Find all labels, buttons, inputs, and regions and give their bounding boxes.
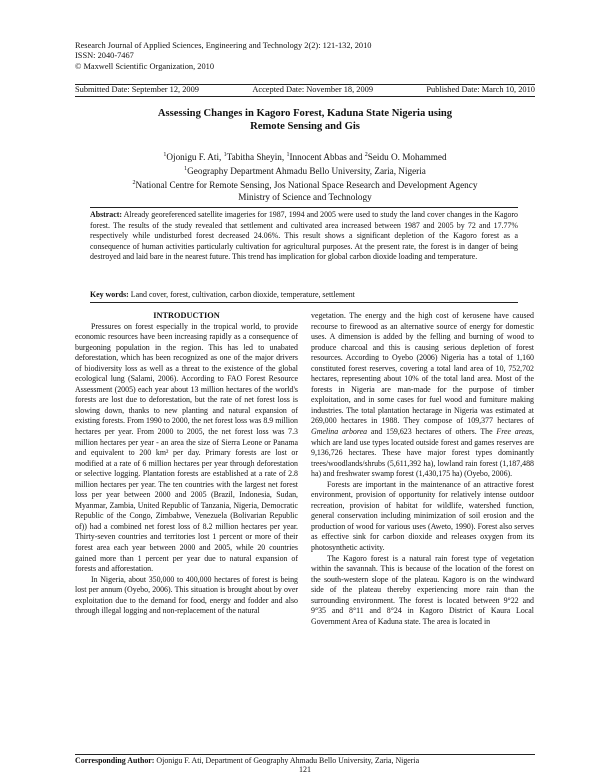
species-name: Gmelina arborea: [311, 427, 368, 437]
abstract: [90, 210, 518, 263]
abstract-label: Abstract:: [90, 210, 122, 219]
journal-citation: Research Journal of Applied Sciences, Engineering and Technology 2(2): 121-132, 2010: [75, 41, 372, 50]
submitted-date: Submitted Date: September 12, 2009: [75, 85, 199, 94]
body-paragraph: vegetation. The energy and the high cost of kerosene have caused recourse to firewood as an alternative source of energy for domestic uses. A dimension is added by the felling and burning of wood to produce charcoal and this is causing serious depletion of forest resources. According to Oyebo (2006) Nigeria has a total of 1,160 constituted forest reserves, covering a total land area of 10, 752,702 hectares, representing about 10% of the total land area. Most of the forests in Nigeria are man-made for the purpose of timber exploitation, and in some cases for fuel wood and furniture making industries. The total plantation hectarage in Nigeria was estimated at 269,000 hectares in 1988. They compose of 109,377 hectares of Gmelina arborea and 159,623 hectares of others. The Free areas, which are land use types located outside forest and games reserves are 9,136,726 hectares. These have major forest types dominantly trees/woodlands/shrubs (5,611,392 ha), lowland rain forest (1,187,488 ha) and freshwater swamp forest (1,430,175 ha) (Oyebo, 2006).: [311, 311, 534, 479]
abstract-text: Already georeferenced satellite imageries for 1987, 1994 and 2005 were used to study the land cover changes in the Kagoro forest. The results of the study revealed that settlement and cultivated area increased between 1987 and 2005 by 72 and 17.77% respectively while undisturbed forest decreased 24.06%. This result shows a significant depletion of the Kagoro forest as a consequence of human activities particularly cultivation for agricultural purposes. At the present rate, the forest is in danger of being destroyed and laid bare in the nearest future. This trend has implication for global carbon dioxide loading and temperature.: [90, 210, 518, 262]
title-line-2: Remote Sensing and Gis: [250, 120, 360, 132]
header-rule-bottom: [75, 96, 535, 97]
body-paragraph: The Kagoro forest is a natural rain forest type of vegetation within the savannah. This is because of the location of the forest on the south-western slope of the plateau. Kagoro is on the windward side of the plateau thereby experiencing more rain than the surrounding environment. The forest is located between 9°22 and 9°35 and 8°11 and 8°24 in Kagoro District of Kaura Local Government Area of Kaduna state. The area is located in: [311, 553, 534, 626]
keywords-text: Land cover, forest, cultivation, carbon dioxide, temperature, settlement: [130, 290, 355, 299]
title-line-1: Assessing Changes in Kagoro Forest, Kaduna State Nigeria using: [157, 108, 453, 119]
author-block: [75, 150, 535, 203]
body-paragraph: Forests are important in the maintenance of an attractive forest environment, provision of opportunity for relatively intense outdoor recreation, provision of habitat for wildlife, watershed function, general conservation including minimization of soil erosion and the production of wood for various uses (Aweto, 1990). Forest also serves as effective sink for carbon dioxide and releases oxygen from its photosynthetic activity.: [311, 479, 534, 553]
published-date: Published Date: March 10, 2010: [426, 85, 535, 94]
journal-header: [75, 41, 535, 72]
right-column: [311, 311, 534, 627]
corresponding-author: [75, 756, 535, 765]
author-name: Innocent Abbas and: [289, 152, 363, 163]
keywords: [90, 290, 518, 300]
author-name: Ojonigu F. Ati,: [166, 152, 222, 163]
affiliation-2: $^2$National Centre for Remote Sensing, Jos National Space Research and Development Agency: [132, 179, 478, 190]
page-number: 121: [299, 765, 311, 774]
paper-title: [75, 108, 535, 134]
section-heading-introduction: INTRODUCTION: [153, 311, 220, 320]
abstract-rule: [90, 207, 518, 208]
corresponding-author-label: Corresponding Author:: [75, 756, 155, 765]
body-paragraph: In Nigeria, about 350,000 to 400,000 hectares of forest is being lost per annum (Oyebo, 2006). This situation is brought about by over exploitation due to the demand for food, energy and fodder and also through illegal logging and non-replacement of the natural: [75, 574, 298, 616]
author-list: $^1$Ojonigu F. Ati, $^1$Tabitha Sheyin, $^1$Innocent Abbas and $^2$Seidu O. Mohammed: [163, 152, 447, 163]
keywords-rule: [90, 302, 518, 303]
term-free-areas: Free areas,: [496, 427, 534, 437]
left-column: [75, 311, 298, 617]
affiliation-1: $^1$Geography Department Ahmadu Bello University, Zaria, Nigeria: [184, 165, 426, 176]
author-name: Seidu O. Mohammed: [367, 152, 447, 163]
journal-issn: ISSN: 2040-7467: [75, 51, 134, 61]
article-dates: [75, 85, 535, 94]
footer-rule: [75, 754, 535, 755]
keywords-label: Key words:: [90, 290, 129, 299]
accepted-date: Accepted Date: November 18, 2009: [252, 85, 374, 94]
author-name: Tabitha Sheyin,: [226, 152, 285, 163]
affiliation-3: Ministry of Science and Technology: [238, 191, 372, 202]
body-paragraph: Pressures on forest especially in the tropical world, to provide economic resources have been increasing rapidly as a consequence of burgeoning population in the region. This has led to unabated deforestation, which has been recognized as one of the major drivers of biodiversity loss as well as a threat to the existence of the global ecological lung (Salami, 2006). According to FAO Forest Resource Assessment (2005) each year about 13 million hectares of the world's forests are lost due to deforestation, but the rate of net forest loss is slowing down, thanks to new planting and natural expansion of existing forests. From 1990 to 2000, the net forest loss was 8.9 million hectares per year. From 2000 to 2005, the net forest loss was 7.3 million hectares per year - an area the size of Sierra Leone or Panama and equivalent to 200 km² per day. Primary forests are lost or modified at a rate of 6 million hectares per year through deforestation or selective logging. Plantation forests are established at a rate of 2.8 million hectares per year. The ten countries with the largest net forest loss per year between 2000 and 2005 (Brazil, Indonesia, Sudan, Myanmar, Zambia, United Republic of Tanzania, Nigeria, Democratic Republic of the Congo, Zimbabwe, Venezuela (Bolivarian Republic of)) had a combined net forest loss of 8.2 million hectares per year. Thirty-seven countries and territories lost 1 percent or more of their forest area each year between 2000 and 2005, while 20 countries gained more than 1 percent per year due to natural expansion of forests and afforestation.: [75, 321, 298, 574]
corresponding-author-text: Ojonigu F. Ati, Department of Geography Ahmadu Bello University, Zaria, Nigeria: [156, 756, 420, 765]
journal-copyright: © Maxwell Scientific Organization, 2010: [75, 61, 215, 71]
